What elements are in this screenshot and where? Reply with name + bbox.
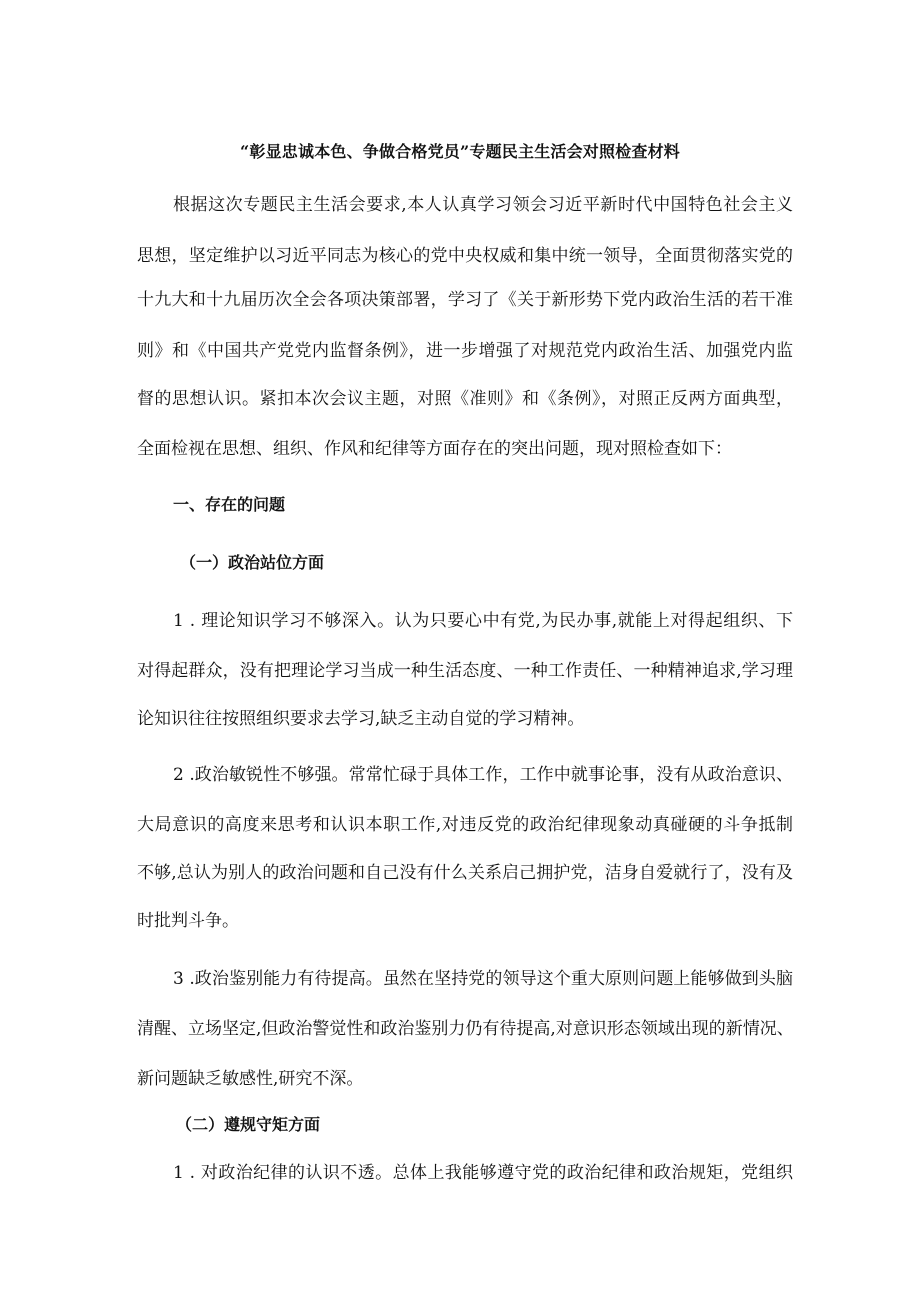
item-3-line-3: 新问题缺乏敏感性,研究不深。 [137,1069,364,1089]
item-3-line-1: 3 .政治鉴别能力有待提高。虽然在坚持党的领导这个重大原则问题上能够做到头脑 [173,969,793,989]
item-3-line-2: 清醒、立场坚定,但政治警觉性和政治鉴别力仍有待提高,对意识形态领域出现的新情况、 [137,1019,794,1039]
subsection-heading-discipline: （二）遵规守矩方面 [176,1115,321,1134]
item-2-line-3: 不够,总认为别人的政治问题和自己没有什么关系启己拥护党，洁身自爱就行了，没有及 [137,863,793,883]
intro-line-3: 十九大和十九届历次全会各项决策部署，学习了《关于新形势下党内政治生活的若干准 [137,290,793,310]
intro-line-1: 根据这次专题民主生活会要求,本人认真学习领会习近平新时代中国特色社会主义 [173,195,793,215]
intro-line-4: 则》和《中国共产党党内监督条例》，进一步增强了对规范党内政治生活、加强党内监 [137,341,793,361]
intro-line-6: 全面检视在思想、组织、作风和纪律等方面存在的突出问题，现对照检查如下： [137,439,732,459]
item-1-line-3: 论知识往往按照组织要求去学习,缺乏主动自觉的学习精神。 [137,709,585,729]
item-1-line-1: 1 . 理论知识学习不够深入。认为只要心中有党,为民办事,就能上对得起组织、下 [173,611,793,631]
intro-line-2: 思想，坚定维护以习近平同志为核心的党中央权威和集中统一领导，全面贯彻落实党的 [137,246,793,266]
sub2-item-1-line-1: 1 . 对政治纪律的认识不透。总体上我能够遵守党的政治纪律和政治规矩，党组织 [173,1163,793,1183]
document-title: “彰显忠诚本色、争做合格党员”专题民主生活会对照检查材料 [239,142,680,161]
intro-line-5: 督的思想认识。紧扣本次会议主题，对照《准则》和《条例》，对照正反两方面典型， [137,389,793,409]
item-2-line-4: 时批判斗争。 [137,911,239,931]
item-1-line-2: 对得起群众，没有把理论学习当成一种生活态度、一种工作责任、一种精神追求,学习理 [137,661,793,681]
item-2-line-1: 2 .政治敏锐性不够强。常常忙碌于具体工作，工作中就事论事，没有从政治意识、 [173,765,793,785]
section-heading-problems: 一、存在的问题 [173,495,286,514]
item-2-line-2: 大局意识的高度来思考和认识本职工作,对违反党的政治纪律现象动真碰硬的斗争抵制 [137,815,793,835]
subsection-heading-political: （一）政治站位方面 [180,553,325,572]
